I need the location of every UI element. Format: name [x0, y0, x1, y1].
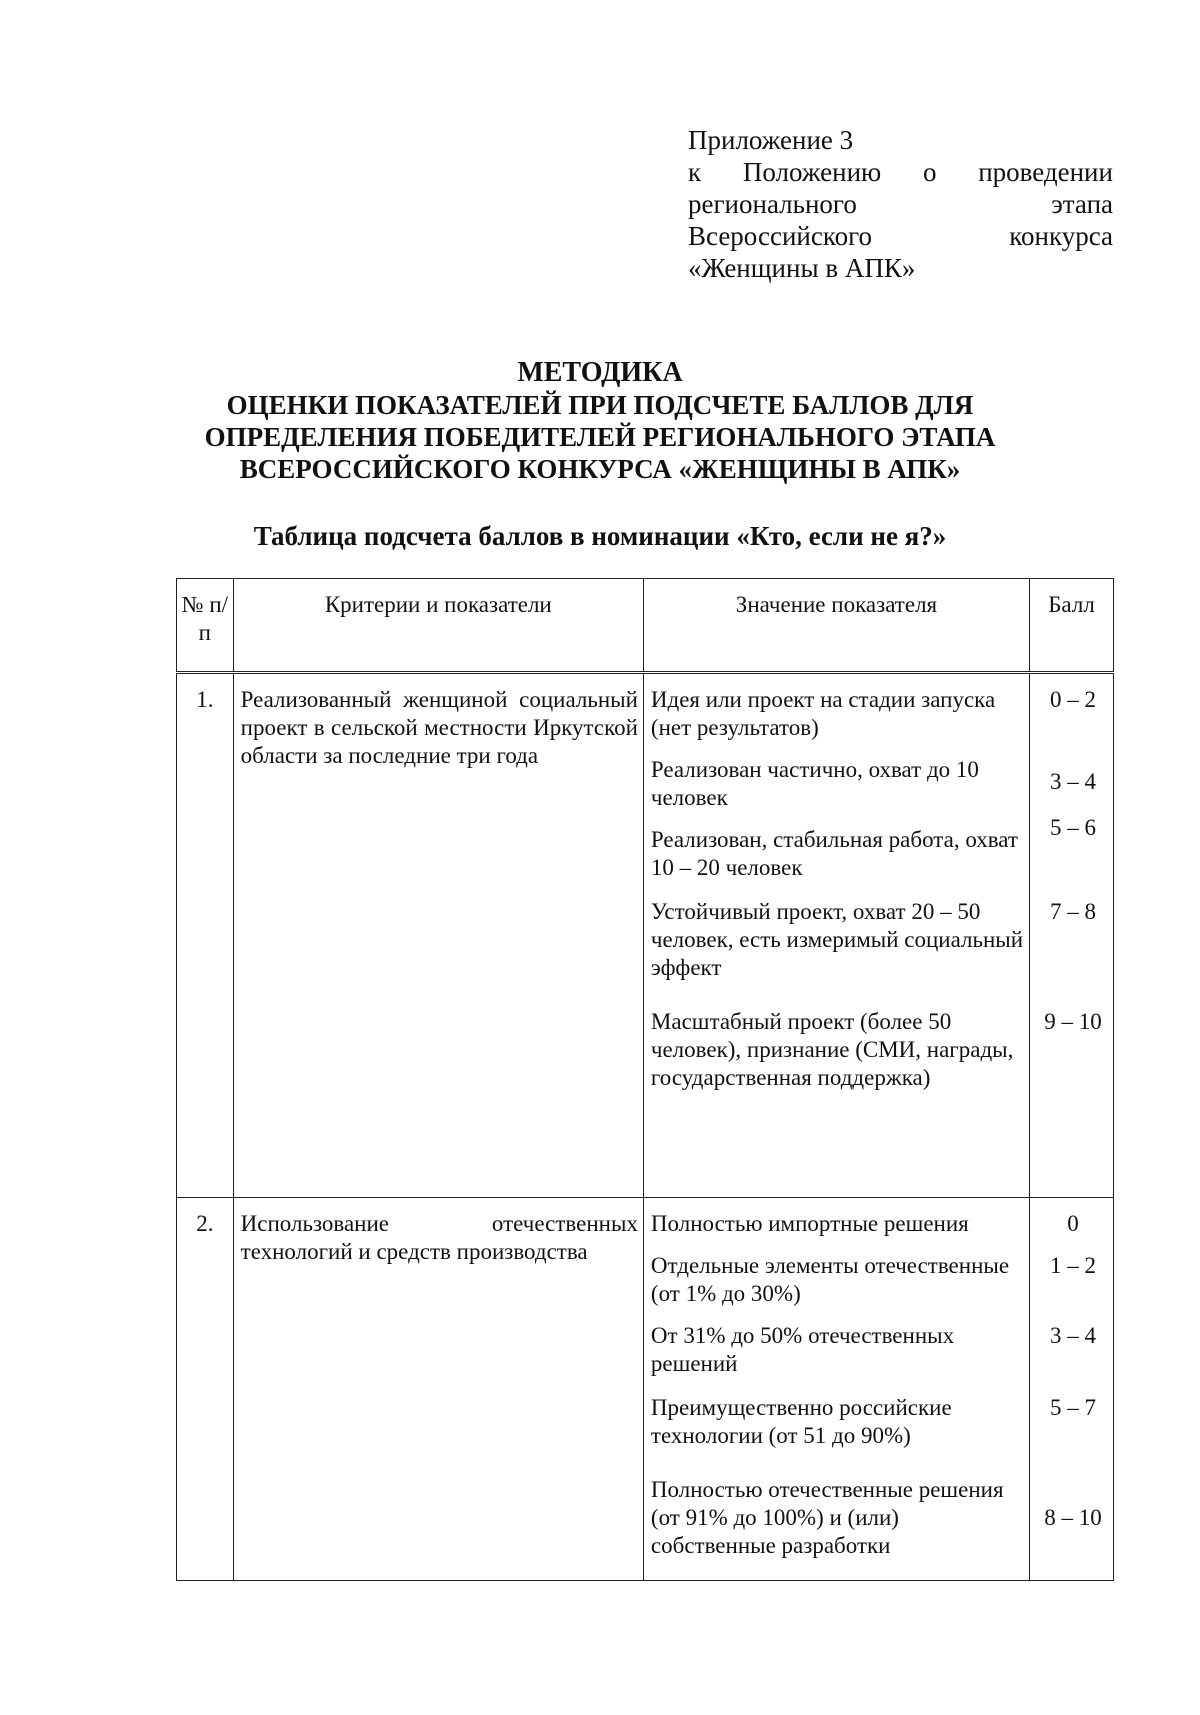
header-value: Значение показателя	[643, 579, 1029, 673]
table-row	[177, 1198, 1114, 1581]
row-scores	[1030, 1198, 1114, 1581]
appendix-contest-name: «Женщины в АПК»	[688, 253, 916, 283]
table-header-row	[177, 579, 1114, 673]
value-option: Масштабный проект (более 50 человек), признание (СМИ, награды, государственная поддержка)	[650, 1009, 1014, 1090]
value-option: Преимущественно российские технологии (от 51 до 90%)	[650, 1395, 952, 1448]
appendix-word: о	[922, 157, 937, 187]
row-number: 2.	[177, 1198, 234, 1581]
appendix-word: конкурса	[1009, 221, 1113, 251]
appendix-word: этапа	[1051, 189, 1113, 219]
appendix-block	[688, 124, 1113, 284]
score-option: 5 – 7	[1050, 1395, 1097, 1420]
appendix-word: регионального	[688, 189, 857, 219]
heading-line: ОЦЕНКИ ПОКАЗАТЕЛЕЙ ПРИ ПОДСЧЕТЕ БАЛЛОВ ДЛЯ	[226, 390, 974, 420]
value-option: Идея или проект на стадии запуска (нет результатов)	[650, 687, 996, 740]
value-option: Реализован частично, охват до 10 человек	[650, 757, 979, 810]
header-num: № п/п	[177, 579, 234, 673]
score-option: 5 – 6	[1050, 815, 1097, 840]
row-number: 1.	[177, 673, 234, 1198]
criteria-text: Реализованный женщиной социальный проект в сельской местности Иркутской области за последние три года	[240, 687, 638, 768]
appendix-line-3	[688, 188, 1113, 220]
appendix-number: Приложение 3	[688, 125, 854, 155]
score-option: 8 – 10	[1044, 1505, 1102, 1530]
score-table	[176, 578, 1114, 1581]
score-option: 0 – 2	[1050, 687, 1097, 712]
score-option: 0	[1067, 1211, 1079, 1236]
document-title: МЕТОДИКА	[517, 357, 683, 388]
table-title: Таблица подсчета баллов в номинации «Кто, если не я?»	[253, 521, 947, 551]
row-criteria	[233, 673, 643, 1198]
row-values	[643, 1198, 1029, 1581]
row-values	[643, 673, 1029, 1198]
appendix-line-2	[688, 156, 1113, 188]
heading-line: ОПРЕДЕЛЕНИЯ ПОБЕДИТЕЛЕЙ РЕГИОНАЛЬНОГО ЭТАПА	[204, 422, 996, 452]
value-option: Отдельные элементы отечественные (от 1% до 30%)	[650, 1253, 1010, 1306]
value-option: Полностью импортные решения	[650, 1211, 969, 1236]
appendix-line-4	[688, 220, 1113, 252]
row-criteria	[233, 1198, 643, 1581]
criteria-text: Использование отечественных технологий и средств производства	[240, 1211, 638, 1264]
value-option: Полностью отечественные решения (от 91% до 100%) и (или) собственные разработки	[650, 1477, 1004, 1558]
header-score: Балл	[1030, 579, 1114, 673]
appendix-word: проведении	[978, 157, 1113, 187]
score-option: 7 – 8	[1050, 899, 1097, 924]
appendix-word: Положению	[742, 157, 882, 187]
score-option: 3 – 4	[1050, 1323, 1097, 1348]
score-option: 1 – 2	[1050, 1253, 1097, 1278]
value-option: Реализован, стабильная работа, охват 10 – 20 человек	[650, 827, 1018, 880]
value-option: Устойчивый проект, охват 20 – 50 человек, есть измеримый социальный эффект	[650, 899, 1024, 980]
score-option: 3 – 4	[1050, 769, 1097, 794]
appendix-word: к	[688, 157, 702, 187]
value-option: От 31% до 50% отечественных решений	[650, 1323, 955, 1376]
header-criteria: Критерии и показатели	[233, 579, 643, 673]
score-option: 9 – 10	[1044, 1009, 1102, 1034]
document-heading	[0, 357, 1200, 485]
heading-line: ВСЕРОССИЙСКОГО КОНКУРСА «ЖЕНЩИНЫ В АПК»	[239, 454, 961, 484]
appendix-word: Всероссийского	[688, 221, 872, 251]
table-row	[177, 673, 1114, 1198]
row-scores	[1030, 673, 1114, 1198]
